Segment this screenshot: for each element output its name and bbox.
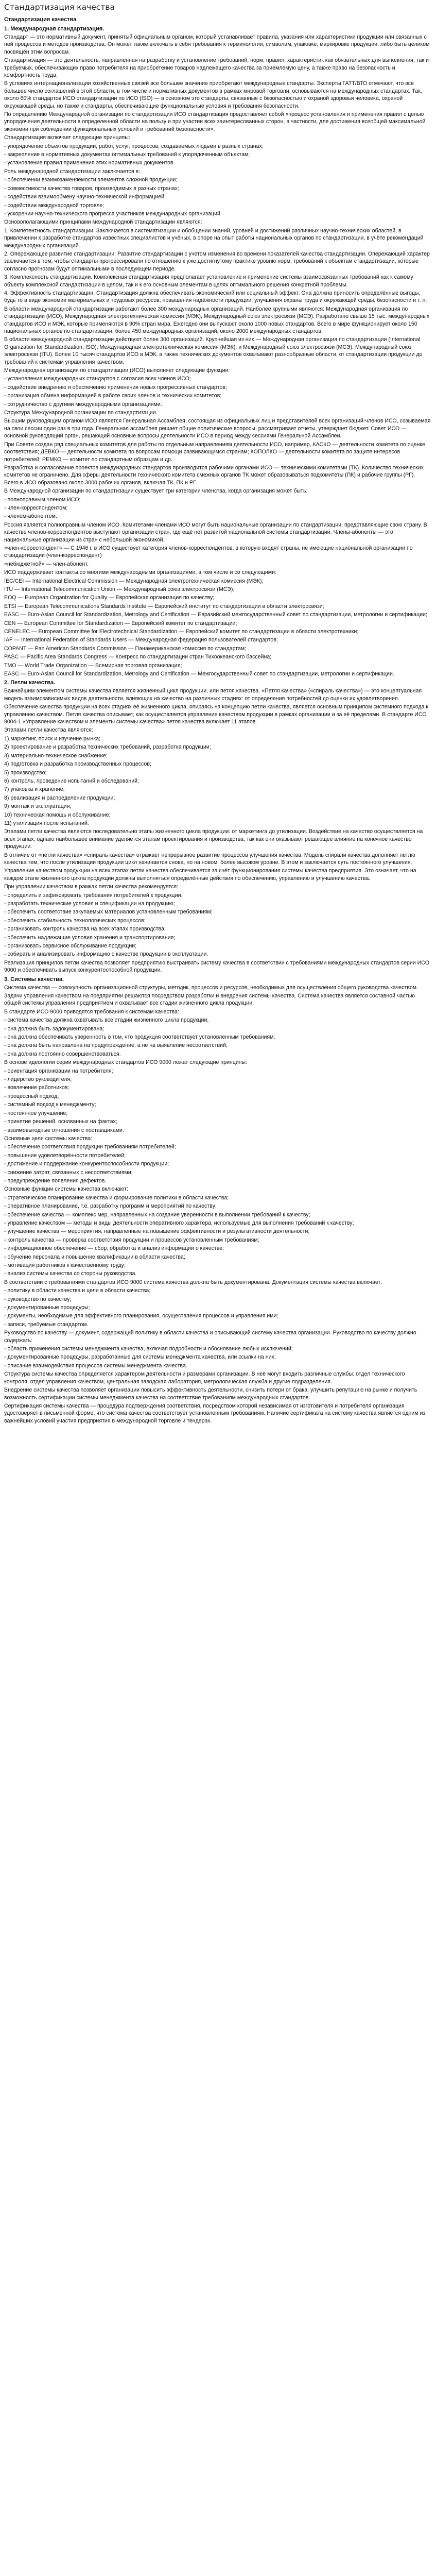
paragraph: - совместимости качества товаров, производимых в разных странах; [4, 185, 179, 192]
paragraph: - закрепление в нормативных документах оптимальных требований к упорядоченным объектам; [4, 151, 250, 158]
paragraph: - мотивация работников к качественному труду; [4, 1262, 126, 1269]
paragraph: 4) подготовка и разработка производственных процессов; [4, 761, 151, 768]
paragraph: - контроль качества — проверка соответствия продукции и процессов установленным требованиям; [4, 1236, 259, 1243]
paragraph: 2. Опережающее развитие стандартизации. Развитие стандартизации с учетом изменения во времени показателей качества стандартизации. Опережающий характер заключается в том, чтобы стандарты прогрессировали по отношению к уже достигнутому практике уровню норм, требований к объектам стандартизации, которые согласно прогнозам будут оптимальными в последующем периоде. [4, 250, 430, 272]
paragraph: 7) упаковка и хранение; [4, 786, 65, 793]
paragraph: - она должна обеспечивать уверенность в том, что продукция соответствует установленным требованиям; [4, 1034, 275, 1041]
paragraph: - содействие внедрению и обеспечению применения новых прогрессивных стандартов; [4, 384, 227, 391]
paragraph: - собирать и анализировать информацию о качестве продукции в эксплуатации. [4, 951, 208, 958]
paragraph: - руководство по качеству; [4, 1296, 72, 1302]
paragraph: - документы, необходимые для эффективного планирования, осуществления процессов и управления ими; [4, 1313, 278, 1319]
paragraph: Обеспечение качества продукции на всех стадиях её жизненного цикла, опираясь на концепцию петли качества, является основным принципом системного подхода к управлению качеством. Петля качества описывает, как осуществляется управление качеством продукции в рамках организации и за её пределами. В стандарте ИСО 9004-1 «Управление качеством и элементы системы качества» петля качества включает 11 этапов. [4, 704, 429, 725]
paragraph: Сертификация системы качества — процедура подтверждения соответствия, посредством которой независимая от изготовителя и потребителя организация удостоверяет в письменной форме, что система качества соответствует установленным требованиям. Наличие сертификата на систему качества является одним из важнейших условий участия предприятия в международной торговле и тендерах. [4, 1402, 426, 1424]
paragraph: - полноправным членом ИСО; [4, 496, 81, 503]
paragraph: - установление правил применения этих нормативных документов. [4, 160, 175, 166]
paragraph: В соответствии с требованиями стандартов ИСО 9000 система качества должна быть документирована. Документация системы качества включает: [4, 1279, 382, 1285]
document-section [4, 679, 431, 974]
paragraph: Стандартизация — это деятельность, направленная на разработку и установление требований, норм, правил, характеристик как обязательных для выполнения, так и требуемых, обеспечивающих право потребителя на приобретение товаров надлежащего качества за приемлемую цену, а также право на безопасность и комфортность труда. [4, 57, 429, 79]
paragraph: В Международной организации по стандартизации существует три категории членства, когда организация может быть: [4, 488, 308, 495]
paragraph: В стандарте ИСО 9000 приводятся требования к системам качества: [4, 1008, 180, 1015]
paragraph: - организация обмена информацией в работе своих членов и технических комитетов; [4, 393, 222, 399]
paragraph: - обучение персонала и повышение квалификации в области качества; [4, 1253, 185, 1260]
paragraph: Система качества — совокупность организационной структуры, методик, процессов и ресурсов, необходимых для осуществления общего руководства качеством. [4, 984, 418, 991]
paragraph: - обеспечение соответствия продукции требованиям потребителей; [4, 1144, 176, 1150]
paragraph: 1) маркетинг, поиск и изучение рынка; [4, 735, 101, 742]
paragraph: - член-корреспондентом; [4, 504, 68, 511]
paragraph: - обеспечение качества — комплекс мер, направленных на создание уверенности в выполнении требований к качеству; [4, 1211, 310, 1218]
paragraph: - процессный подход; [4, 1093, 59, 1099]
paragraph: - политику в области качества и цели в области качества; [4, 1287, 151, 1294]
paragraph: По определению Международной организации по стандартизации ИСО стандартизация предоставляет собой «процесс установления и применения правил с целью упорядочения деятельности в определенной области на пользу и при участии всех заинтересованных сторон, в частности, для достижения всеобщей максимальной экономии при соблюдении функциональных условий и требований безопасности». [4, 111, 426, 132]
paragraph: Структура системы качества определяется характером деятельности и размерами организации. В неё могут входить различные службы: отдел технического контроля, отдел управления качеством, центральная заводская лаборатория, метрологическая служба и другие подразделения. [4, 1371, 405, 1385]
paragraph: Важнейшим элементом системы качества является жизненный цикл продукции, или петля качества. «Петля качества» («спираль качества») — это концептуальная модель взаимозависимых видов деятельности, влияющих на качество на различных стадиях: от определения потребностей до оценки их удовлетворения. [4, 688, 422, 702]
paragraph: 2) проектирование и разработка технических требований, разработка продукции; [4, 744, 211, 751]
paragraph: - улучшение качества — мероприятия, направленные на повышение эффективности и результативности деятельности; [4, 1228, 310, 1235]
paragraph: CEN — European Committee for Standardization — Европейский комитет по стандартизации; [4, 620, 237, 626]
paragraph: - содействии взаимообмену научно-технической информацией; [4, 194, 166, 200]
paragraph: - достижение и поддержание конкурентоспособности продукции; [4, 1161, 169, 1167]
document-section [4, 25, 431, 677]
paragraph: - описание взаимодействия процессов системы менеджмента качества. [4, 1362, 187, 1369]
paragraph: 3. Комплексность стандартизации. Комплексная стандартизация предполагает установление и применение системы взаимосвязанных требований как к самому объекту комплексной стандартизации в целом, так и к его основным элементам в целях оптимального решения конкретной проблемы. [4, 274, 413, 288]
paragraph: - вовлечение работников; [4, 1084, 69, 1091]
paragraph: - ускорении научно-технического прогресса участников международных организаций. [4, 210, 222, 217]
paragraph: Управление качеством продукции на всех этапах петли качества обеспечивается за счёт функционирования системы качества предприятия. Это означает, что на каждом этапе жизненного цикла продукции должны выполняться определённые действия по обеспечению, управлению и улучшению качества. [4, 868, 416, 882]
paragraph: При Совете создан ряд специальных комитетов для работы по отдельным направлениям деятельности ИСО, например, КАСКО — деятельности комитета по оценке соответствия; ДЕВКО — деятельности комитета по вопросам помощи развивающимся странам; КОПОЛКО — деятельности комитета по защите интересов потребителей; РЕМКО — комитет по стандартным образцам и др. [4, 441, 426, 463]
document-body [4, 25, 431, 1425]
paragraph: EASC — Euro-Asian Council for Standardization, Metrology and Certification — Евразийский межгосударственный совет по стандартизации, метрологии и сертификации; [4, 612, 427, 618]
paragraph: - членом-абонентом. [4, 513, 57, 520]
paragraph: 3) материально-техническое снабжение; [4, 752, 108, 759]
paragraph: - упорядочение объектов продукции, работ, услуг, процессов, создаваемых людьми в разных странах; [4, 143, 264, 149]
paragraph: IAF — International Federation of Standards Users — Международная федерация пользователей стандартов; [4, 637, 278, 643]
paragraph: - оперативное планирование, т.е. разработку программ и мероприятий по качеству; [4, 1203, 217, 1210]
paragraph: - управление качеством — методы и виды деятельности оперативного характера, используемые для выполнения требований к качеству; [4, 1219, 354, 1226]
paragraph: Разработка и согласование проектов международных стандартов производится рабочими органами ИСО — техническими комитетами (ТК). Количество технических комитетов не ограничено. Для сферы деятельности технического комитета смежных органов ТК может образовываться подкомитеты (ПК) и рабочие группы (РГ). Всего в ИСО образовано около 3000 рабочих органов, включая ТК, ПК и РГ. [4, 464, 424, 486]
paragraph: - система качества должна охватывать все стадии жизненного цикла продукции; [4, 1017, 209, 1024]
paragraph: В отличие от «петли качества» «спираль качества» отражает непрерывное развитие процессов улучшения качества. Модель спирали качества дополняет петлю качества тем, что после утилизации продукции цикл начинается снова, но на новом, более высоком уровне. В этом и заключается суть постоянного улучшения. [4, 852, 415, 866]
paragraph: CENELEC — European Committee for Electrotechnical Standardization — Европейский комитет по стандартизации в области электротехники; [4, 629, 359, 635]
paragraph: Этапами петли качества являются: [4, 727, 93, 734]
paragraph: - она должна постоянно совершенствоваться. [4, 1050, 121, 1057]
paragraph: Международная организация по стандартизации (ИСО) выполняет следующие функции: [4, 367, 230, 374]
paragraph: При управлении качеством в рамках петли качества рекомендуется: [4, 884, 179, 890]
paragraph: - снижение затрат, связанных с несоответствиями; [4, 1169, 133, 1176]
paragraph: 10) техническая помощь и обслуживание; [4, 811, 111, 818]
paragraph: 4. Эффективность стандартизации. Стандартизация должна обеспечивать экономический или социальный эффект. Она должна приносить определённые выгоды, будь то в виде экономии материальных и трудовых ресурсов, повышения надёжности продукции, улучшения охраны труда и окружающей среды, безопасности и т. п. [4, 290, 427, 304]
paragraph: ИСО поддерживает контакты со многими международными организациями, в том числе и со следующими: [4, 569, 276, 576]
paragraph: Стандартизация включает следующие принципы: [4, 134, 130, 141]
paragraph: ETSI — European Telecommunications Standards Institute — Европейский институт по стандартизации в области электросвязи; [4, 603, 324, 609]
page-title: Стандартизация качества [4, 3, 115, 12]
paragraph: - определить и зафиксировать требования потребителей к продукции; [4, 892, 183, 899]
paragraph: В условиях интернационализации хозяйственных связей все большее значение приобретают международные стандарты. Эксперты ГАТТ/ВТО отмечают, что все большее число соглашений в этой области, в том числе и нормативных документов в рамках мировой торговли, основываются на международных стандартах. Так, около 60% стандартов ИСО стандартизации по ИСО (ISO) — в основном это стандарты, связанные с безопасностью и охраной здоровья человека, охраной окружающей среды, но также и стандарты, обеспечивающие функциональные условия и требования безопасности. [4, 80, 422, 109]
paragraph: TMO — World Trade Organization — Всемирная торговая организация; [4, 662, 182, 669]
paragraph: ITU — International Telecommunication Union — Международный союз электросвязи (МСЭ); [4, 586, 235, 593]
paragraph: - ориентация организации на потребителя; [4, 1067, 113, 1074]
section-heading: 1. Международная стандартизация. [4, 26, 104, 32]
paragraph: - анализ системы качества со стороны руководства. [4, 1270, 137, 1277]
paragraph: - обеспечить соответствие закупаемых материалов установленным требованиям; [4, 909, 213, 916]
paragraph: 11) утилизация после испытаний. [4, 820, 89, 826]
paragraph: «небюджетной» — член-абонент. [4, 561, 89, 567]
paragraph: - стратегическое планирование качества и формирование политики в области качества; [4, 1194, 229, 1201]
paragraph: 8) реализация и распределение продукции; [4, 794, 115, 801]
paragraph: В области международной стандартизации действуют более 300 организаций. Крупнейшая из них — Международная организация по стандартизации (International Organization for Standardization, ISO), Международная электротехническая комиссия (МЭК), и Международный союз электросвязи (МСЭ). Международный союз электросвязи (ITU). Более 10 тысяч стандартов ИСО и МЭК, а также технических документов охватывают разнообразные области, от стандартизации продукции до требований к системам управления качеством. [4, 336, 423, 365]
paragraph: - взаимовыгодные отношения с поставщиками. [4, 1127, 124, 1133]
paragraph: Основополагающими принципами международной стандартизации являются: [4, 219, 202, 226]
paragraph: - сотрудничество с другими международными организациями. [4, 401, 162, 408]
paragraph: Структура Международной организации по стандартизации. [4, 410, 158, 416]
paragraph: - записи, требуемые стандартом. [4, 1321, 89, 1328]
paragraph: Россия является полноправным членом ИСО. Комитетами-членами ИСО могут быть национальные организации по стандартизации, представляющие свою страну. В качестве членов-корреспондентов выступают организации стран, где ещё нет развитой национальной системы стандартизации. Члены-абоненты — это национальные организации из стран с небольшой экономикой. [4, 521, 427, 543]
paragraph: Основные цели системы качества: [4, 1135, 93, 1142]
paragraph: - она должна быть задокументирована; [4, 1025, 104, 1032]
paragraph: - системный подход к менеджменту; [4, 1101, 96, 1108]
paragraph: - повышение удовлетворённости потребителей; [4, 1152, 126, 1159]
paragraph: Задачи управления качеством на предприятии решаются посредством разработки и внедрения системы качества. Система качества является составной частью общей системы управления предприятием и охватывает все стадии жизненного цикла продукции. [4, 993, 415, 1007]
paragraph: - документированные процедуры, разработанные для системы менеджмента качества, или ссылки на них; [4, 1354, 276, 1361]
paragraph: - область применения системы менеджмента качества, включая подробности и обоснование любых исключений; [4, 1346, 293, 1352]
paragraph: IEC/CEI — International Electrical Commission — Международная электротехническая комиссия (МЭК); [4, 578, 264, 584]
paragraph: - принятие решений, основанных на фактах; [4, 1118, 117, 1125]
paragraph: - информационное обеспечение — сбор, обработка и анализ информации о качестве; [4, 1245, 224, 1252]
paragraph: - обеспечить надлежащие условия хранения и транспортирования; [4, 934, 176, 941]
paragraph: Реализация принципов петли качества позволяет предприятию выстраивать систему качества в соответствии с требованиями международных стандартов серии ИСО 9000 и обеспечивать выпуск конкурентоспособной продукции. [4, 959, 429, 974]
paragraph: EASC — Euro-Asian Council for Standardization, Metrology and Certification — Межгосударственный совет по стандартизации, метрологии и сертификации. [4, 671, 394, 677]
paragraph: Руководство по качеству — документ, содержащий политику в области качества и описывающий систему качества организации. Руководство по качеству должно содержать: [4, 1330, 416, 1344]
paragraph: - разработать технические условия и спецификации на продукцию; [4, 901, 175, 907]
paragraph: - обеспечить стабильность технологических процессов; [4, 917, 146, 924]
paragraph: Основные функции системы качества включают: [4, 1186, 129, 1193]
paragraph: В области международной стандартизации работают более 300 международных организаций. Наиболее крупными являются: Международная организация по стандартизации (ИСО), Международная электротехническая комиссия (МЭК), Международный союз электросвязи (МСЭ). Разработано свыше 15 тыс. международных стандартов ИСО и МЭК, которые применяются в 90% стран мира. Ежегодно они выпускают около 1000 новых стандартов. Всего в мире функционирует около 150 национальных органов по стандартизации, более 450 международных организаций, около 2000 международных стандартов. [4, 306, 430, 335]
paragraph: - организовать контроль качества на всех этапах производства; [4, 926, 166, 933]
paragraph: Этапами петли качества являются последовательно этапы жизненного цикла продукции: от маркетинга до утилизации. Воздействие на качество осуществляется на всех этапах, однако наибольшее внимание уделяется этапам проектирования и производства, так как они оказывают решающее влияние на конечное качество продукции. [4, 828, 423, 850]
paragraph: - установление международных стандартов с согласия всех членов ИСО; [4, 376, 191, 382]
paragraph: COPANT — Pan American Standards Commission — Панамериканская комиссия по стандартам; [4, 645, 247, 652]
document-subtitle: Стандартизация качества [4, 16, 77, 23]
paragraph: 6) контроль, проведение испытаний и обследований; [4, 777, 139, 784]
paragraph: EOQ — European Organization for Quality — Европейская организация по качеству; [4, 595, 215, 601]
paragraph: «член-корреспондент» — С 1946 г. в ИСО существует категория членов-корреспондентов, в которую входят страны, не имеющие национальной организации по стандартизации (член-корреспондент) [4, 545, 413, 559]
paragraph: - она должна быть направлена на предупреждение, а не на выявление несоответствий; [4, 1042, 228, 1049]
paragraph: Роль международной стандартизации заключается в: [4, 168, 141, 175]
paragraph: 5) производство; [4, 769, 47, 776]
paragraph: - постоянное улучшение; [4, 1110, 68, 1116]
paragraph: - содействии международной торговле; [4, 202, 104, 209]
paragraph: - обеспечении взаимозаменяемости элементов сложной продукции; [4, 177, 178, 183]
paragraph: 1. Компетентность стандартизации. Заключается в систематизации и обобщении знаний, уровней и достижений различных научно-технических областей, в привлечении к разработке стандартов известных специалистов и учёных, в опоре на опыт работы национальных органов по стандартизации, в учёте рекомендаций международных организаций. [4, 227, 424, 249]
paragraph: - лидерство руководителя; [4, 1076, 72, 1083]
paragraph: PASC — Pacific Area Standards Congress — Конгресс по стандартизации стран Тихоокеанского бассейна; [4, 654, 272, 660]
paragraph: Внедрение системы качества позволяет организации повысить эффективность деятельности, снизить потери от брака, улучшить репутацию на рынке и получить возможность сертификации системы менеджмента качества на соответствие требованиям международных стандартов. [4, 1387, 417, 1401]
paragraph: - документированные процедуры; [4, 1304, 90, 1311]
paragraph: Высшим руководящим органом ИСО является Генеральная Ассамблея, состоящая из официальных лиц и представителей всех организаций-членов ИСО, созываемая на свои сессии один раз в три года. Генеральная ассамблея решает общие политические вопросы, рассматривает отчеты, утверждает бюджет. Совет ИСО — основной руководящий орган, решающий основные вопросы деятельности ИСО в период между сессиями Генеральной Ассамблеи. [4, 418, 431, 439]
paragraph: В основе идеологии серии международных стандартов ИСО 9000 лежат следующие принципы: [4, 1059, 248, 1066]
paragraph: - организовать сервисное обслуживание продукции; [4, 943, 137, 950]
paragraph: 9) монтаж и эксплуатация; [4, 803, 72, 810]
section-heading: 2. Петли качества. [4, 680, 56, 686]
document-section [4, 976, 431, 1425]
paragraph: - предупреждение появления дефектов. [4, 1177, 107, 1184]
section-heading: 3. Системы качества. [4, 976, 64, 982]
paragraph: Стандарт — это нормативный документ, принятый официальным органом, который устанавливает правила, указания или характеристики продукции или связанных с ней процессов и методов производства. Он может также включать в себя требования к терминологии, символам, упаковке, маркировке продукции, либо быть целиком посвящён этим вопросам. [4, 33, 430, 55]
